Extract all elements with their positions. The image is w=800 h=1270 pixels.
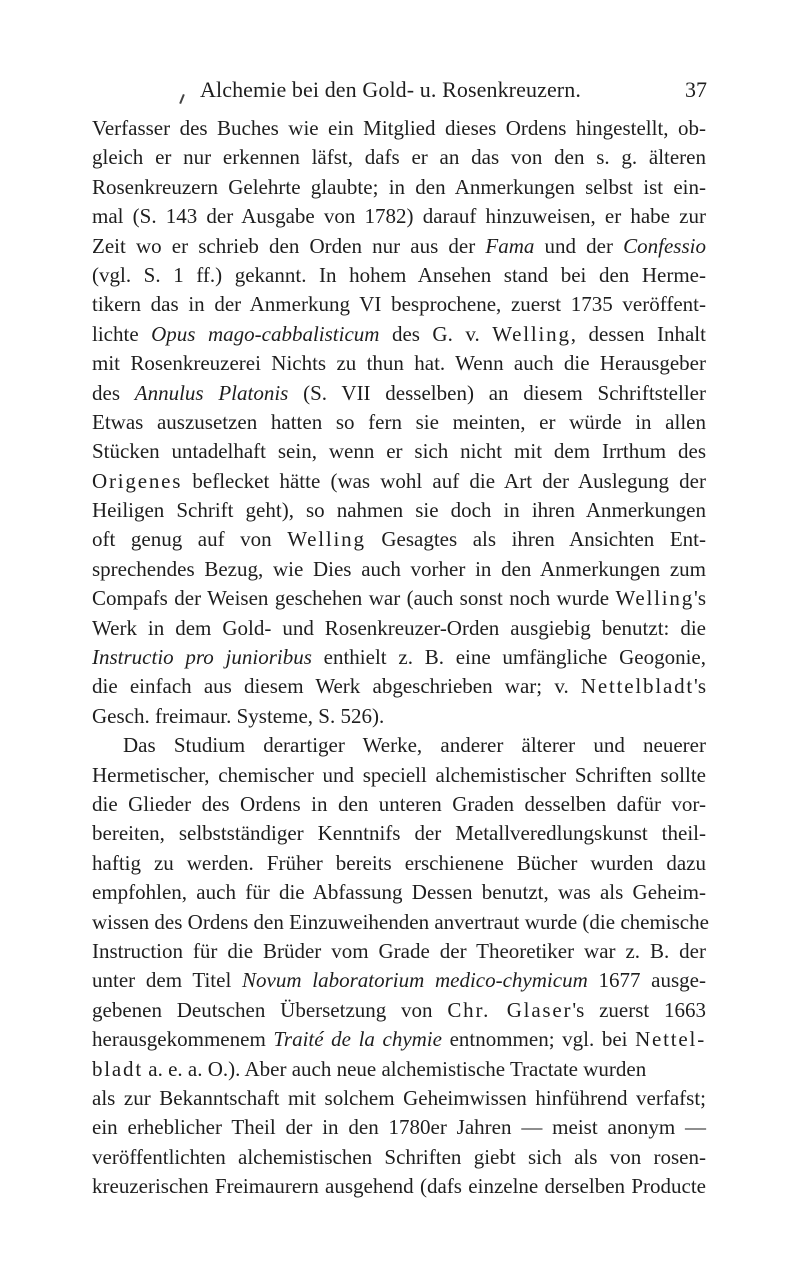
text-segment: veröffentlichten alchemistischen Schriften giebt sich als von rosen- — [92, 1144, 706, 1169]
text-line — [92, 1172, 706, 1201]
text-line — [92, 761, 706, 790]
spaced-name: Welling — [615, 586, 695, 611]
text-segment: kreuzerischen Freimaurern ausgehend (dafs einzelne derselben Producte — [92, 1174, 706, 1199]
text-line — [92, 584, 706, 613]
text-segment: 's — [694, 586, 706, 611]
text-line — [92, 702, 706, 731]
text-segment: des G. v. — [379, 321, 493, 346]
text-segment: enthielt z. B. eine umfängliche Geogonie, — [311, 645, 707, 670]
text-line — [92, 232, 706, 261]
text-segment: tikern das in der Anmerkung VI besprochene, zuerst 1735 veröffent- — [92, 292, 706, 317]
text-segment: unter dem Titel — [92, 968, 243, 993]
text-line — [92, 1143, 706, 1172]
italic-title: Traité de la chymie — [273, 1027, 442, 1052]
text-segment: Verfasser des Buches wie ein Mitglied dieses Ordens hingestellt, ob- — [92, 116, 706, 140]
text-segment: des — [92, 380, 135, 405]
text-segment: mit Rosenkreuzerei Nichts zu thun hat. Wenn auch die Herausgeber — [92, 351, 706, 376]
text-line — [92, 525, 706, 554]
text-segment: Das Studium derartiger Werke, anderer älterer und neuerer — [123, 733, 706, 758]
text-line — [92, 1084, 706, 1113]
text-line — [92, 643, 706, 672]
text-segment: ein erheblicher Theil der in den 1780er Jahren — meist anonym — — [92, 1115, 706, 1140]
italic-title: Annulus Platonis — [134, 380, 289, 405]
text-line — [92, 731, 706, 760]
text-segment: Rosenkreuzern Gelehrte glaubte; in den Anmerkungen selbst ist ein- — [92, 174, 706, 199]
text-segment: a. e. a. O.). Aber auch neue alchemistische Tractate wurden — [143, 1056, 647, 1081]
text-segment: gebenen Deutschen Übersetzung von — [92, 997, 448, 1022]
text-segment: beflecket hätte (was wohl auf die Art der Auslegung der — [182, 468, 706, 493]
text-segment: Instruction für die Brüder vom Grade der Theoretiker war z. B. der — [92, 938, 706, 963]
text-segment: Gesch. freimaur. Systeme, S. 526). — [92, 703, 385, 728]
text-line — [92, 819, 706, 848]
text-segment: , dessen Inhalt — [570, 321, 706, 346]
spaced-name: Welling — [492, 321, 571, 346]
text-segment: bereiten, selbstständiger Kenntnifs der Metallveredlungskunst theil- — [92, 821, 706, 846]
text-line — [92, 408, 706, 437]
text-segment: wissen des Ordens den Einzuweihenden anvertraut wurde (die chemische — [92, 909, 709, 934]
text-segment: (vgl. S. 1 ff.) gekannt. In hohem Ansehen stand bei den Herme- — [92, 262, 706, 287]
page-number: 37 — [685, 77, 707, 102]
text-segment: Werk in dem Gold- und Rosenkreuzer-Orden ausgiebig benutzt: die — [92, 615, 706, 640]
text-line — [92, 790, 706, 819]
text-segment: sprechendes Bezug, wie Dies auch vorher in den Anmerkungen zum — [92, 556, 706, 581]
text-line — [92, 878, 706, 907]
text-line — [92, 908, 709, 937]
spaced-name: Nettel- — [635, 1027, 706, 1052]
text-line — [92, 202, 706, 231]
text-line — [92, 114, 706, 143]
italic-title: Fama — [485, 233, 535, 258]
spaced-name: Nettelbladt — [580, 674, 695, 699]
spaced-name: Origenes — [92, 468, 183, 493]
body-text — [92, 114, 709, 1201]
text-line — [92, 496, 706, 525]
text-segment: Stücken untadelhaft sein, wenn er sich nicht mit dem Irrthum des — [92, 439, 706, 464]
text-segment: 's — [694, 674, 706, 699]
text-segment: die einfach aus diesem Werk abgeschrieben war; v. — [92, 674, 581, 699]
spaced-name: bladt — [92, 1056, 143, 1081]
text-line — [92, 614, 706, 643]
italic-title: Novum laboratorium medico-chymicum — [242, 968, 588, 993]
running-header-title: Alchemie bei den Gold- u. Rosenkreuzern. — [200, 77, 581, 102]
text-segment: entnommen; vgl. bei — [441, 1027, 636, 1052]
spaced-name: Welling — [287, 527, 366, 552]
text-line — [92, 849, 706, 878]
text-line — [92, 996, 706, 1025]
text-segment: 's zuerst 1663 — [572, 997, 706, 1022]
text-line — [92, 173, 706, 202]
text-segment: oft genug auf von — [92, 527, 288, 552]
text-line — [92, 937, 706, 966]
text-line — [92, 1025, 706, 1054]
text-line — [92, 1055, 706, 1084]
text-line — [92, 143, 706, 172]
italic-title: Instructio pro junioribus — [92, 645, 312, 670]
text-line — [92, 555, 706, 584]
text-line — [92, 261, 706, 290]
text-line — [92, 467, 706, 496]
text-segment: gleich er nur erkennen läfst, dafs er an das von den s. g. älteren — [92, 145, 706, 170]
text-segment: Gesagtes als ihren Ansichten Ent- — [365, 527, 706, 552]
text-segment: (S. VII desselben) an diesem Schriftsteller — [288, 380, 706, 405]
text-line — [92, 349, 706, 378]
text-segment: 1677 ausge- — [587, 968, 706, 993]
text-segment: als zur Bekanntschaft mit solchem Geheimwissen hinführend verfafst; — [92, 1085, 706, 1110]
text-segment: und der — [534, 233, 624, 258]
stray-ink-mark — [179, 94, 185, 104]
text-segment: lichte — [92, 321, 152, 346]
text-segment: empfohlen, auch für die Abfassung Dessen benutzt, was als Geheim- — [92, 880, 706, 905]
text-segment: die Glieder des Ordens in den unteren Graden desselben dafür vor- — [92, 791, 706, 816]
spaced-name: Chr. Glaser — [447, 997, 573, 1022]
text-line — [92, 379, 706, 408]
text-segment: mal (S. 143 der Ausgabe von 1782) darauf hinzuweisen, er habe zur — [92, 204, 706, 229]
text-segment: Etwas auszusetzen hatten so fern sie meinten, er würde in allen — [92, 409, 706, 434]
running-header — [200, 77, 707, 107]
text-segment: Heiligen Schrift geht), so nahmen sie doch in ihren Anmerkungen — [92, 498, 706, 523]
text-line — [92, 320, 706, 349]
text-line — [92, 290, 706, 319]
text-line — [92, 437, 706, 466]
italic-title: Confessio — [623, 233, 706, 258]
text-segment: Hermetischer, chemischer und speciell alchemistischer Schriften sollte — [92, 762, 706, 787]
text-segment: Compafs der Weisen geschehen war (auch sonst noch wurde — [92, 586, 616, 611]
text-line — [92, 966, 706, 995]
text-segment: Zeit wo er schrieb den Orden nur aus der — [92, 233, 486, 258]
text-line — [92, 1113, 706, 1142]
italic-title: Opus mago-cabbalisticum — [151, 321, 380, 346]
text-line — [92, 672, 706, 701]
text-segment: herausgekommenem — [92, 1027, 274, 1052]
text-segment: haftig zu werden. Früher bereits erschienene Bücher wurden dazu — [92, 850, 706, 875]
